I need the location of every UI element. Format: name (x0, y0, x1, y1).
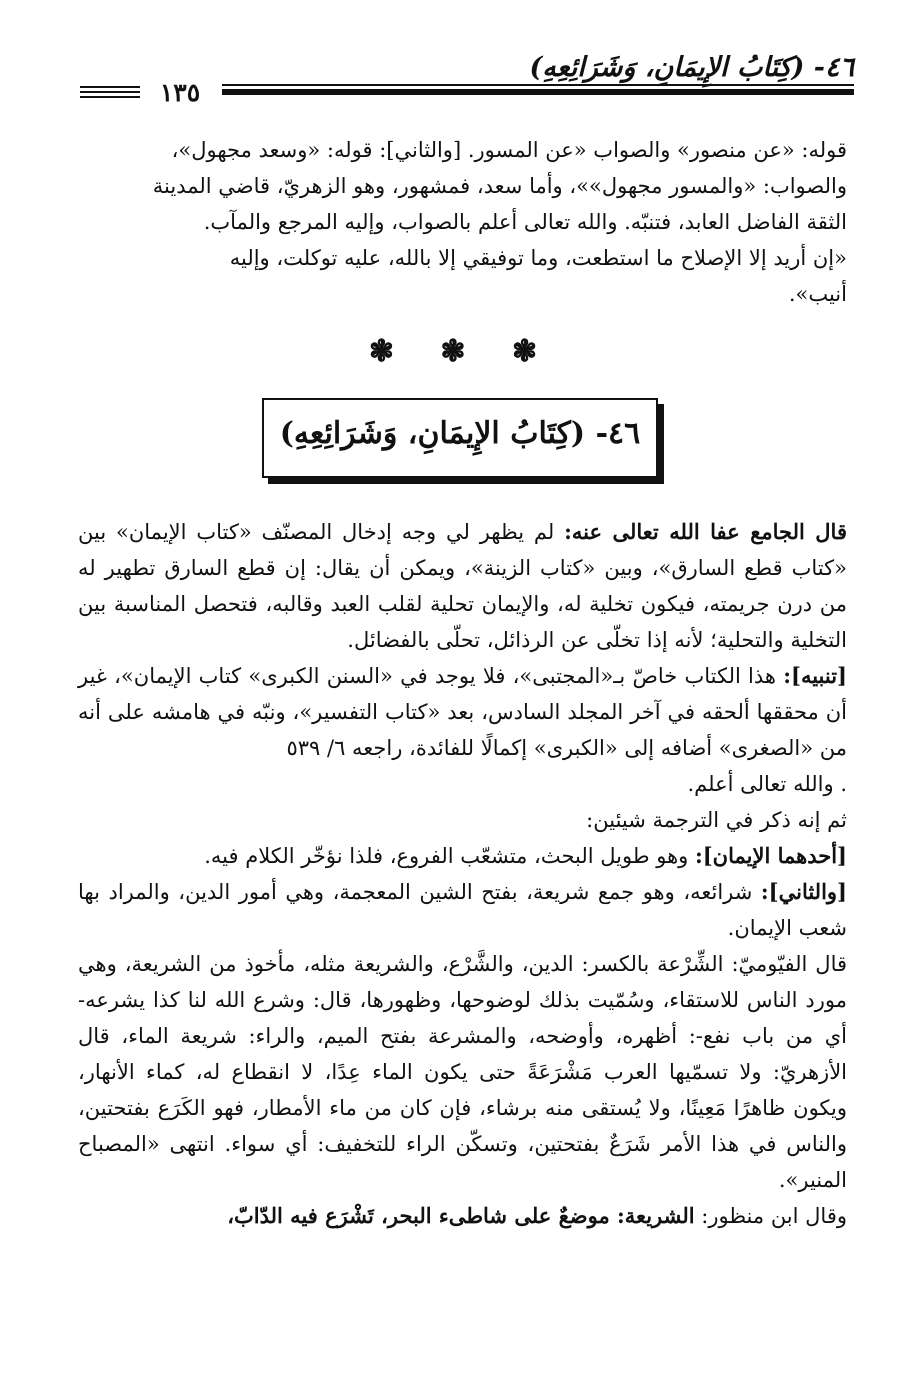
paragraph-7 (78, 1198, 847, 1234)
intro-line: الثقة الفاضل العابد، فتنبّه. والله تعالى أعلم بالصواب، وإليه المرجع والمآب. (203, 210, 847, 234)
paragraph-2-text: هذا الكتاب خاصّ بـ«المجتبى»، فلا يوجد في «السنن الكبرى» كتاب الإيمان»، غير أن محققها ألحقه في آخر المجلد السادس، بعد «كتاب التفسير»، ونبّه في هامشه على أنه من «الصغرى» أضافه إلى «الكبرى» إكمالًا للفائدة، راجعه ٦/ ٥٣٩ (78, 664, 847, 760)
paragraph-5 (78, 874, 847, 946)
paragraph-2-end: . والله تعالى أعلم. (687, 772, 847, 796)
paragraph-4-text: وهو طويل البحث، متشعّب الفروع، فلذا نؤخّر الكلام فيه. (204, 844, 695, 868)
paragraph-2-lead: [تنبيه]: (783, 663, 847, 688)
intro-text (78, 132, 847, 312)
paragraph-5-text: شرائعه، وهو جمع شريعة، بفتح الشين المعجمة، وهي أمور الدين، والمراد بها شعب الإيمان. (78, 880, 847, 940)
intro-line: والصواب: «والمسور مجهول»»، وأما سعد، فمشهور، وهو الزهريّ، قاضي المدينة (152, 174, 847, 198)
header-rule-thick (222, 89, 854, 95)
intro-line: «إن أريد إلا الإصلاح ما استطعت، وما توفيقي إلا بالله، عليه توكلت، وإليه (229, 246, 847, 270)
running-header-title: ٤٦- (كِتَابُ الإِيمَانِ، وَشَرَائِعِهِ) (529, 52, 854, 83)
header-rule-left (80, 86, 140, 88)
paragraph-1 (78, 514, 847, 658)
paragraph-7-text: وقال ابن منظور: (694, 1204, 847, 1228)
paragraph-1-text: لم يظهر لي وجه إدخال المصنّف «كتاب الإيمان» بين «كتاب قطع السارق»، وبين «كتاب الزينة»، ويمكن أن يقال: إن قطع السارق تطهير له من درن جريمته، فيكون تخلية له، والإيمان تحلية لقلب العبد وقالبه، فتحصل المناسبة بين التخلية والتحلية؛ لأنه إذا تخلّى عن الرذائل، تحلّى بالفضائل. (78, 520, 847, 652)
intro-line: قوله: «عن منصور» والصواب «عن المسور. [والثاني]: قوله: «وسعد مجهول»، (171, 138, 847, 162)
header-rule-left (80, 91, 140, 93)
chapter-title: ٤٦- (كِتَابُ الإِيمَانِ، وَشَرَائِعِهِ) (279, 416, 641, 451)
paragraph-7-bold: الشريعة: موضعٌ على شاطىء البحر، تَشْرَع فيه الدّابّ، (227, 1203, 695, 1228)
chapter-body (78, 514, 847, 1234)
paragraph-3: ثم إنه ذكر في الترجمة شيئين: (586, 808, 847, 832)
section-separator: ❃ ❃ ❃ (368, 334, 556, 369)
chapter-heading-box (262, 398, 658, 478)
paragraph-2 (78, 658, 847, 802)
paragraph-4-lead: [أحدهما الإيمان]: (694, 843, 847, 868)
header-rule-thin (222, 84, 854, 86)
paragraph-4 (78, 838, 847, 874)
page-number: ١٣٥ (159, 78, 201, 107)
paragraph-1-lead: قال الجامع عفا الله تعالى عنه: (564, 519, 847, 544)
header-rule-left (80, 96, 140, 98)
paragraph-5-lead: [والثاني]: (760, 879, 847, 904)
paragraph-6: قال الفيّوميّ: الشِّرْعة بالكسر: الدين، والشَّرْع، والشريعة مثله، مأخوذ من الشريعة، وهي مورد الناس للاستقاء، وسُمّيت بذلك لوضوحها، وظهورها، قال: وشرع الله لنا كذا يشرعه- أي من باب نفع-: أظهره، وأوضحه، والمشرعة بفتح الميم، والراء: شريعة الماء، قال الأزهريّ: ولا تسمّيها العرب مَشْرَعَةً حتى يكون الماء عِدًا، لا انقطاع له، كماء الأنهار، ويكون ظاهرًا مَعِينًا، ولا يُستقى منه برشاء، فإن كان من ماء الأمطار، فهو الكَرَع بفتحتين، والناس في هذا الأمر شَرَعٌ بفتحتين، وتسكّن الراء للتخفيف: أي سواء. انتهى «المصباح المنير». (78, 952, 848, 1192)
intro-line: أنيب». (788, 282, 847, 306)
